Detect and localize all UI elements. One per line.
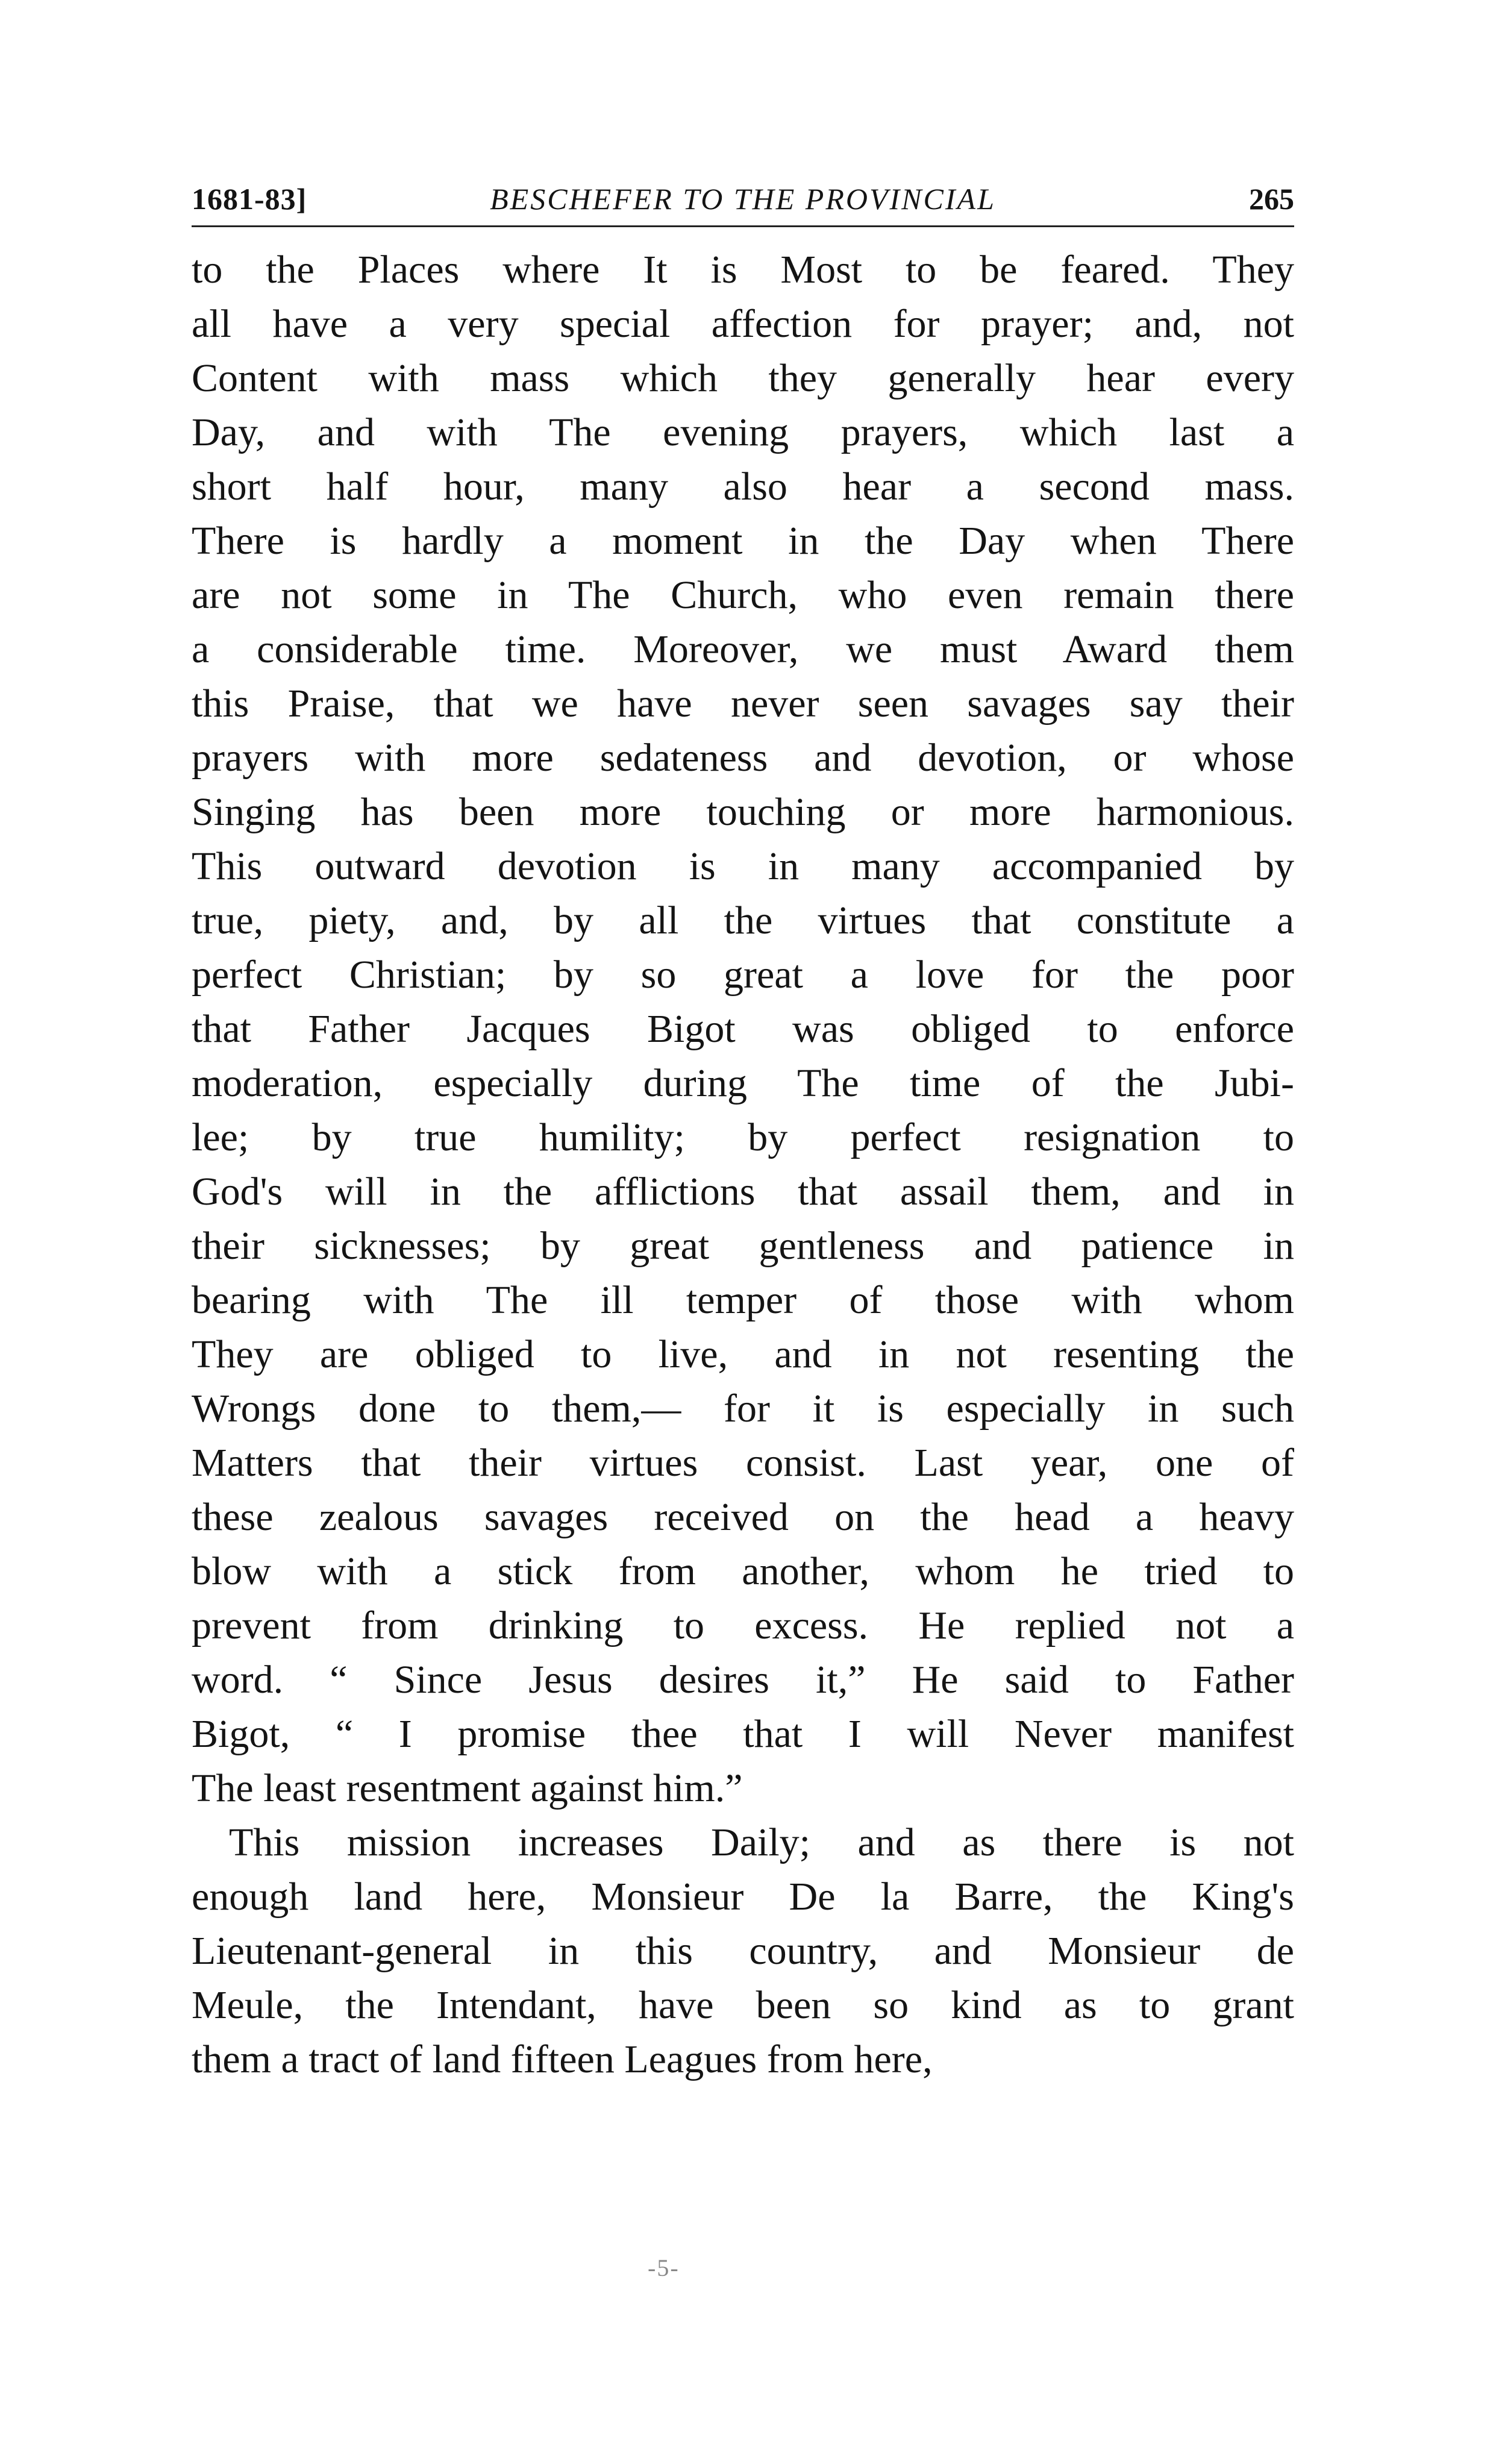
- text-line: blow with a stick from another, whom he tried to: [192, 1549, 1294, 1593]
- paragraph-container: [192, 243, 1294, 2087]
- body-text: [192, 243, 1294, 2087]
- text-line: all have a very special affection for prayer; and, not: [192, 302, 1294, 346]
- paragraph: [192, 1816, 1294, 2087]
- text-line: them a tract of land fifteen Leagues from here,: [192, 2037, 933, 2081]
- text-line: God's will in the afflictions that assail them, and in: [192, 1170, 1294, 1214]
- text-line: Meule, the Intendant, have been so kind as to grant: [192, 1983, 1294, 2027]
- text-line: short half hour, many also hear a second mass.: [192, 465, 1294, 509]
- header-title: BESCHEFER TO THE PROVINCIAL: [490, 182, 996, 216]
- text-line: are not some in The Church, who even remain there: [192, 573, 1294, 617]
- text-line: these zealous savages received on the head a heavy: [192, 1495, 1294, 1539]
- text-line: Content with mass which they generally hear every: [192, 356, 1294, 400]
- text-line: This mission increases Daily; and as there is not: [229, 1820, 1294, 1864]
- text-line: prevent from drinking to excess. He replied not a: [192, 1603, 1294, 1647]
- text-line: perfect Christian; by so great a love for the poor: [192, 953, 1294, 997]
- paragraph: [192, 243, 1294, 1816]
- text-line: word. “ Since Jesus desires it,” He said to Father: [192, 1658, 1294, 1702]
- text-line: their sicknesses; by great gentleness and patience in: [192, 1224, 1294, 1268]
- text-line: that Father Jacques Bigot was obliged to enforce: [192, 1007, 1294, 1051]
- text-line: prayers with more sedateness and devotion, or whose: [192, 736, 1294, 780]
- text-line: There is hardly a moment in the Day when There: [192, 519, 1294, 563]
- text-line: Matters that their virtues consist. Last year, one of: [192, 1441, 1294, 1485]
- text-line: a considerable time. Moreover, we must Award them: [192, 627, 1294, 671]
- text-line: Wrongs done to them,— for it is especially in such: [192, 1387, 1294, 1431]
- footer-mark: -5-: [648, 2254, 680, 2281]
- text-line: Bigot, “ I promise thee that I will Never manifest: [192, 1712, 1294, 1756]
- page-number: 265: [1249, 182, 1294, 216]
- header-date-range: 1681-83]: [192, 182, 307, 216]
- text-line: moderation, especially during The time of the Jubi-: [192, 1061, 1294, 1105]
- text-line: to the Places where It is Most to be feared. They: [192, 248, 1294, 292]
- book-page: [192, 175, 1294, 2087]
- text-line: Singing has been more touching or more harmonious.: [192, 790, 1294, 834]
- text-line: Day, and with The evening prayers, which last a: [192, 410, 1294, 454]
- text-line: this Praise, that we have never seen savages say their: [192, 682, 1294, 726]
- header-rule: [192, 225, 1294, 227]
- text-line: true, piety, and, by all the virtues that constitute a: [192, 898, 1294, 942]
- text-line: The least resentment against him.”: [192, 1766, 743, 1810]
- text-line: enough land here, Monsieur De la Barre, the King's: [192, 1875, 1294, 1919]
- text-line: bearing with The ill temper of those with whom: [192, 1278, 1294, 1322]
- running-head: [192, 175, 1294, 223]
- text-line: lee; by true humility; by perfect resignation to: [192, 1115, 1294, 1159]
- text-line: Lieutenant-general in this country, and Monsieur de: [192, 1929, 1294, 1973]
- text-line: They are obliged to live, and in not resenting the: [192, 1332, 1294, 1376]
- text-line: This outward devotion is in many accompanied by: [192, 844, 1294, 888]
